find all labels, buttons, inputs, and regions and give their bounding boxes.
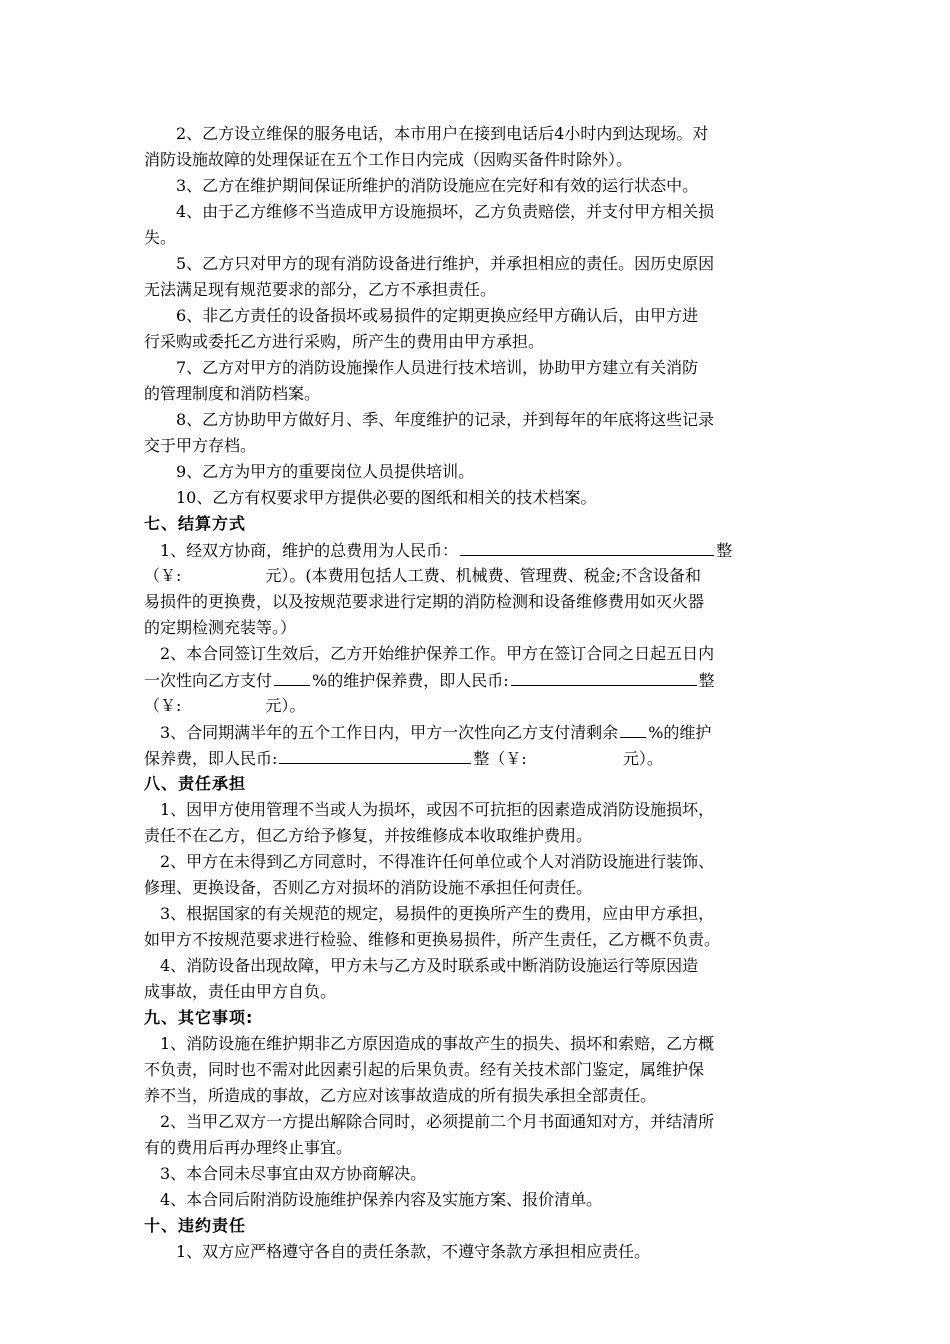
- blank-percent-first[interactable]: [274, 667, 310, 686]
- text-segment: %的维护: [648, 723, 712, 742]
- blank-remaining-amount[interactable]: [279, 745, 471, 764]
- text-line: 消防设施故障的处理保证在五个工作日内完成（因购买备件时除外）。: [144, 150, 633, 169]
- text-line: 不负责，同时也不需对此因素引起的后果负责。经有关技术部门鉴定，属维护保: [144, 1060, 705, 1079]
- text-line: 4、消防设备出现故障，甲方未与乙方及时联系或中断消防设施运行等原因造: [160, 956, 699, 975]
- text-segment: 保养费，即人民币:: [144, 749, 278, 768]
- text-line: 养不当，所造成的事故，乙方应对该事故造成的所有损失承担全部责任。: [144, 1086, 657, 1105]
- text-line: 的定期检测充装等。）: [144, 618, 297, 637]
- text-line: 修理、更换设备，否则乙方对损坏的消防设施不承担任何责任。: [144, 878, 593, 897]
- text-line: [144, 745, 816, 771]
- text-line: [144, 693, 816, 719]
- text-line: 7、乙方对甲方的消防设施操作人员进行技术培训，协助甲方建立有关消防: [176, 358, 699, 377]
- text-line: 1、因甲方使用管理不当或人为损坏，或因不可抗拒的因素造成消防设施损坏，: [160, 800, 715, 819]
- text-line: 1、消防设施在维护期非乙方原因造成的事故产生的损失、损坏和索赔，乙方概: [160, 1034, 715, 1053]
- text-segment: 整（￥:: [473, 749, 527, 768]
- text-segment: 元）。: [622, 749, 663, 768]
- blank-percent-remaining[interactable]: [620, 719, 646, 738]
- blank-first-amount[interactable]: [511, 667, 697, 686]
- text-line: 责任不在乙方，但乙方给予修复，并按维修成本收取维护费用。: [144, 826, 593, 845]
- text-line: 2、当甲乙双方一方提出解除合同时，必须提前二个月书面通知对方，并结清所: [160, 1112, 715, 1131]
- section-heading-breach: 十、违约责任: [144, 1216, 247, 1235]
- text-line: 易损件的更换费，以及按规范要求进行定期的消防检测和设备维修费用如灭火器: [144, 592, 705, 611]
- text-line: 交于甲方存档。: [144, 436, 257, 455]
- text-line: 2、乙方设立维保的服务电话，本市用户在接到电话后4小时内到达现场。对: [176, 124, 709, 143]
- text-line: 如甲方不按规范要求进行检验、维修和更换易损件，所产生责任，乙方概不负责。: [144, 930, 721, 949]
- text-segment: 整: [716, 541, 733, 560]
- text-line: 3、本合同未尽事宜由双方协商解决。: [160, 1164, 427, 1183]
- text-line: 2、本合同签订生效后，乙方开始维护保养工作。甲方在签订合同之日起五日内: [160, 644, 715, 663]
- text-line: 3、乙方在维护期间保证所维护的消防设施应在完好和有效的运行状态中。: [176, 176, 699, 195]
- text-line: 无法满足现有规范要求的部分，乙方不承担责任。: [144, 280, 497, 299]
- text-line: 成事故，责任由甲方自负。: [144, 982, 337, 1001]
- text-line: 行采购或委托乙方进行采购，所产生的费用由甲方承担。: [144, 332, 545, 351]
- text-line: 4、本合同后附消防设施维护保养内容及实施方案、报价清单。: [160, 1190, 603, 1209]
- text-line: [144, 719, 816, 745]
- text-line: [144, 563, 816, 589]
- text-line: 10、乙方有权要求甲方提供必要的图纸和相关的技术档案。: [176, 488, 597, 507]
- text-segment: （￥:: [144, 696, 182, 715]
- text-line: 1、双方应严格遵守各自的责任条款，不遵守条款方承担相应责任。: [176, 1242, 651, 1261]
- text-line: [144, 537, 816, 563]
- text-line: 2、甲方在未得到乙方同意时，不得准许任何单位或个人对消防设施进行装饰、: [160, 852, 715, 871]
- text-segment: （￥:: [144, 566, 182, 585]
- text-line: 5、乙方只对甲方的现有消防设备进行维护，并承担相应的责任。因历史原因: [176, 254, 715, 273]
- text-line: 3、根据国家的有关规范的规定，易损件的更换所产生的费用，应由甲方承担，: [160, 904, 715, 923]
- text-line: 失。: [144, 228, 177, 247]
- section-heading-other: 九、其它事项:: [144, 1008, 254, 1027]
- text-segment: 元）。: [265, 696, 306, 715]
- text-line: 9、乙方为甲方的重要岗位人员提供培训。: [176, 462, 475, 481]
- text-segment: 1、经双方协商，维护的总费用为人民币：: [160, 541, 459, 560]
- blank-total-amount[interactable]: [460, 537, 714, 556]
- section-heading-liability: 八、责任承担: [144, 774, 247, 793]
- text-segment: 整: [698, 671, 715, 690]
- text-segment: 3、合同期满半年的五个工作日内，甲方一次性向乙方支付清剩余: [160, 723, 619, 742]
- contract-page: [144, 121, 816, 1265]
- section-heading-settlement: 七、结算方式: [144, 514, 247, 533]
- text-line: 6、非乙方责任的设备损坏或易损件的定期更换应经甲方确认后，由甲方进: [176, 306, 699, 325]
- text-segment: %的维护保养费，即人民币:: [312, 671, 509, 690]
- text-segment: 元）。(本费用包括人工费、机械费、管理费、税金;不含设备和: [265, 566, 702, 585]
- text-line: 4、由于乙方维修不当造成甲方设施损坏，乙方负责赔偿，并支付甲方相关损: [176, 202, 715, 221]
- text-line: [144, 667, 816, 693]
- text-line: 的管理制度和消防档案。: [144, 384, 321, 403]
- text-line: 有的费用后再办理终止事宜。: [144, 1138, 353, 1157]
- text-segment: 一次性向乙方支付: [144, 671, 273, 690]
- text-line: 8、乙方协助甲方做好月、季、年度维护的记录，并到每年的年底将这些记录: [176, 410, 715, 429]
